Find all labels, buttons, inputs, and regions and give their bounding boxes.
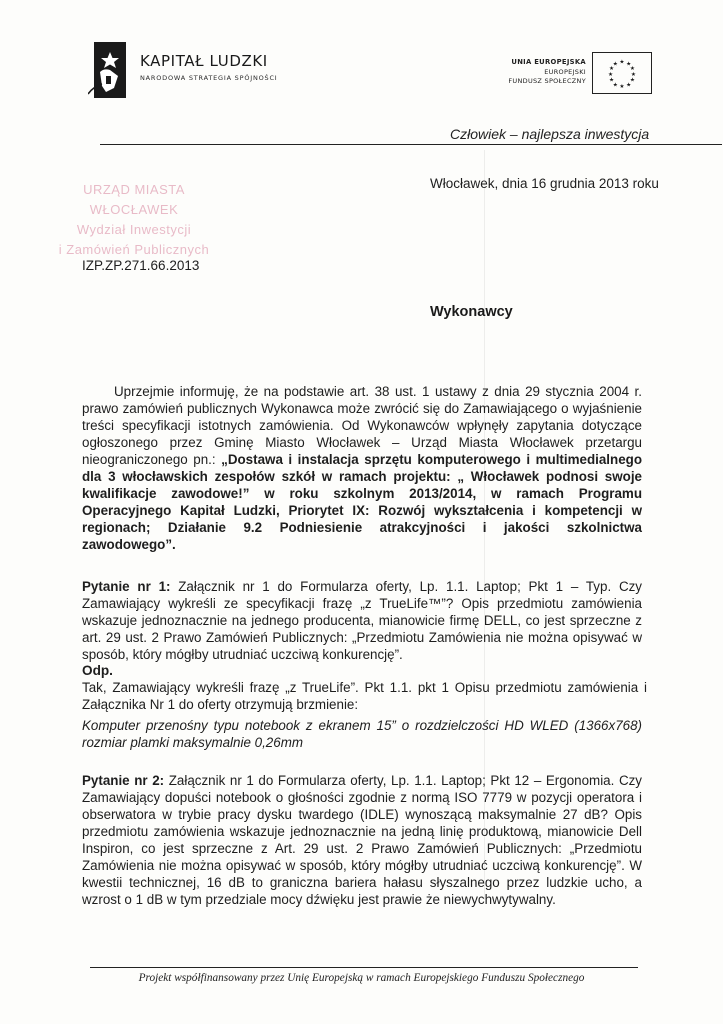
svg-text:★: ★	[608, 77, 615, 84]
question-1-text: Załącznik nr 1 do Formularza oferty, Lp. 1.1. Laptop; Pkt 1 – Typ. Czy Zamawiający wykreśli ze specyfikacji frazę „z TrueLife™”? Opis przedmiotu zamówienia wskazuje jednoznacznie na jednego producenta, mianowicie firmę DELL, co jest sprzeczne z art. 29 ust. 2 Prawo Zamówień Publicznych: „Przedmiotu Zamówienia nie można opisywać w sposób, który mógłby utrudniać uczciwą konkurencję”.	[82, 579, 643, 662]
eu-line-2: EUROPEJSKI	[544, 68, 586, 76]
svg-text:★: ★	[612, 61, 618, 68]
place-date: Włocławek, dnia 16 grudnia 2013 roku	[430, 176, 659, 191]
footer-note: Projekt współfinansowany przez Unię Europejską w ramach Europejskiego Funduszu Społecznego	[138, 972, 585, 984]
svg-text:★: ★	[626, 82, 632, 89]
svg-text:★: ★	[629, 66, 636, 73]
stamp-line-3: i Zamówień Publicznych	[58, 242, 210, 257]
stamp-line-2: Wydział Inwestycji	[76, 222, 192, 237]
svg-text:★: ★	[630, 71, 636, 78]
question-1-label: Pytanie nr 1:	[82, 579, 171, 594]
intro-paragraph	[82, 383, 642, 553]
svg-text:★: ★	[626, 61, 632, 68]
kapital-ludzki-subtitle: NARODOWA STRATEGIA SPÓJNOŚCI	[140, 74, 278, 82]
question-2	[82, 772, 642, 908]
answer-1-label: Odp.	[82, 663, 113, 678]
office-stamp	[44, 180, 224, 260]
eu-flag-icon	[592, 52, 652, 94]
addressee: Wykonawcy	[430, 304, 513, 320]
eu-line-3: FUNDUSZ SPOŁECZNY	[508, 77, 586, 85]
answer-1-quote: Komputer przenośny typu notebook z ekranem 15” o rozdzielczości HD WLED (1366x768) rozmiar plamki maksymalnie 0,26mm	[82, 718, 642, 750]
question-2-text: Załącznik nr 1 do Formularza oferty, Lp. 1.1. Laptop; Pkt 12 – Ergonomia. Czy Zamawiający dopuści notebook o głośności zgodnie z normą ISO 7779 w pozycji operatora i obserwatora w trybie pracy dysku twardego (IDLE) wynoszącą maksymalnie 27 dB? Opis przedmiotu zamówienia wskazuje jednoznacznie na jedną linię produktową, mianowicie Dell Inspiron, co jest sprzeczne z Art. 29 ust. 2 Prawo Zamówień Publicznych: „Przedmiotu Zamówienia nie można opisywać w sposób, który mógłby utrudniać uczciwą konkurencję”. W kwestii technicznej, 16 dB to graniczna bariera hałasu słyszalnego przez ludzkie ucho, a wzrost o 1 dB w tym przedziale mocy dźwięku jest prawie że niewychwytywalny.	[82, 773, 643, 907]
svg-text:★: ★	[619, 59, 625, 66]
header-divider	[100, 144, 722, 145]
intro-tender-name: „Dostawa i instalacja sprzętu komputerowego i multimedialnego dla 3 włocławskich zespołów szkół w ramach projektu: „ Włocławek podnosi swoje kwalifikacje zawodowe!” w roku szkolnym 2013/2014, w ramach Programu Operacyjnego Kapitał Ludzki, Priorytet IX: Rozwój wykształcenia i kompetencji w regionach; Działanie 9.2 Podniesienie atrakcyjności i jakości szkolnictwa zawodowego”.	[82, 452, 642, 552]
question-2-label: Pytanie nr 2:	[82, 773, 165, 788]
eu-line-1: UNIA EUROPEJSKA	[511, 58, 586, 66]
question-1	[82, 578, 642, 663]
motto: Człowiek – najlepsza inwestycja	[450, 126, 650, 142]
answer-1-text: Tak, Zamawiający wykreśli frazę „z TrueLife”. Pkt 1.1. pkt 1 Opisu przedmiotu zamówienia i Załącznika Nr 1 do oferty otrzymują brzmienie:	[82, 680, 647, 712]
svg-text:★: ★	[629, 77, 636, 84]
svg-text:★: ★	[608, 66, 615, 73]
svg-text:★: ★	[608, 71, 614, 78]
reference-number: IZP.ZP.271.66.2013	[82, 258, 200, 273]
stamp-line-1: URZĄD MIASTA WŁOCŁAWEK	[83, 182, 185, 217]
svg-text:★: ★	[612, 82, 618, 89]
footer-divider	[90, 967, 638, 968]
svg-text:★: ★	[619, 84, 625, 91]
eu-label	[480, 58, 586, 85]
intro-text: Uprzejmie informuję, że na podstawie art. 38 ust. 1 ustawy z dnia 29 stycznia 2004 r. prawo zamówień publicznych Wykonawca może zwrócić się do Zamawiającego o wyjaśnienie treści specyfikacji istotnych zamówienia. Od Wykonawców wpłynęły zapytania dotyczące ogłoszonego przez Gminę Miasto Włocławek – Urząd Miasta Włocławek przetargu nieograniczonego pn.:	[82, 384, 642, 467]
kapital-ludzki-logo-icon	[88, 42, 126, 98]
kapital-ludzki-title: KAPITAŁ LUDZKI	[140, 52, 268, 70]
